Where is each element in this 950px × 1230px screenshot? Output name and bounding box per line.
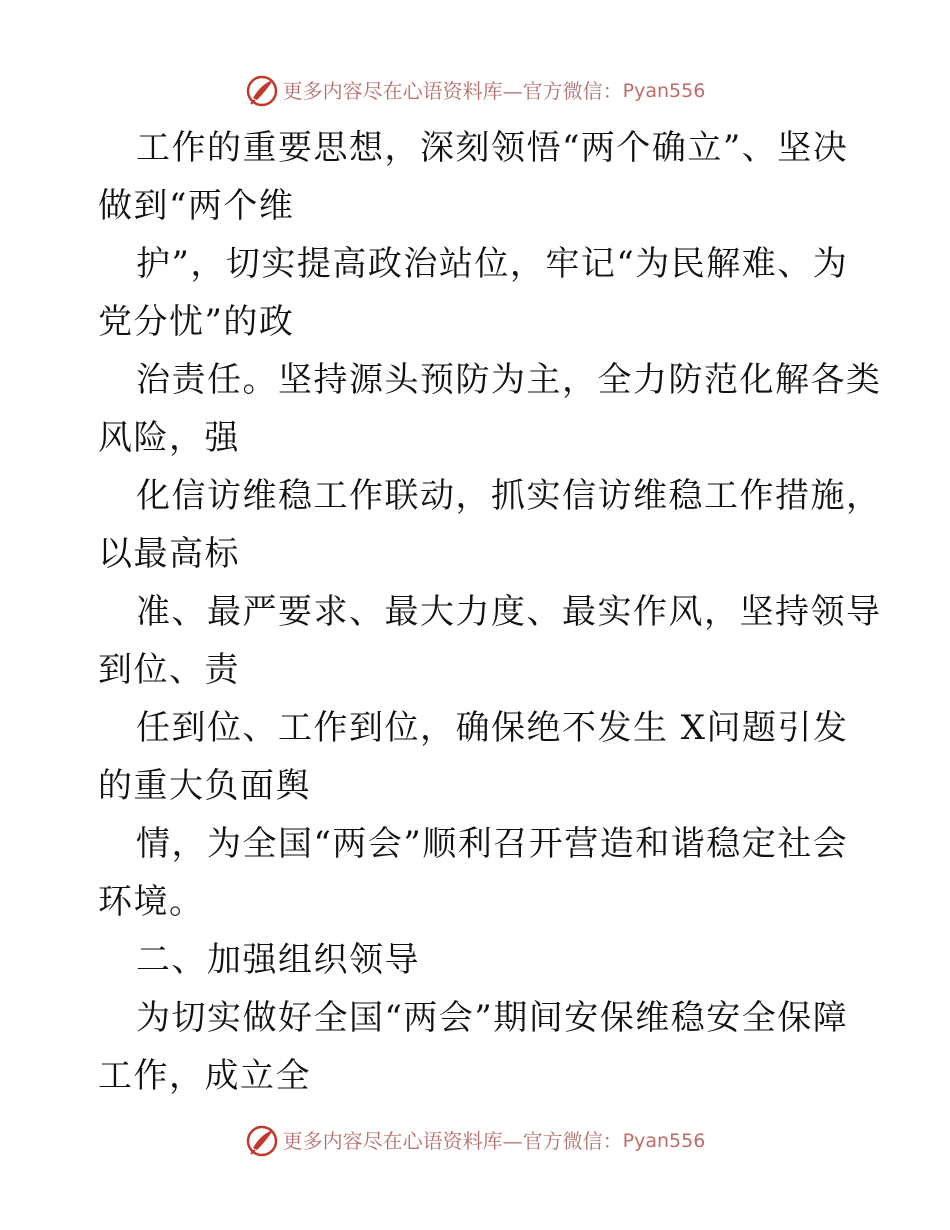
text-line: 任到位、工作到位，确保绝不发生 X问题引发: [136, 708, 849, 748]
watermark-tail-text: 官方微信：: [522, 79, 623, 103]
watermark-dash: —: [502, 1129, 523, 1153]
header-watermark: [0, 74, 950, 108]
footer-watermark: [0, 1124, 950, 1158]
watermark-tail-text: 官方微信：: [522, 1129, 623, 1153]
watermark-dash: —: [502, 79, 523, 103]
text-line: 工作的重要思想，深刻领悟“两个确立”、坚决: [136, 128, 849, 168]
watermark-main-text: 更多内容尽在心语资料库: [282, 1129, 503, 1153]
text-line: 化信访维稳工作联动，抓实信访维稳工作措施，: [136, 476, 882, 516]
text-line: 党分忧”的政: [98, 302, 295, 342]
text-line: 的重大负面舆: [98, 766, 311, 806]
text-line: 环境。: [98, 882, 205, 922]
text-line: 治责任。坚持源头预防为主，全力防范化解各类: [136, 360, 882, 400]
text-line: 做到“两个维: [98, 186, 295, 226]
text-line: 工作，成立全: [98, 1056, 311, 1096]
document-body: [98, 119, 882, 1105]
watermark-id: Pyan556: [622, 1130, 706, 1152]
watermark-id: Pyan556: [622, 80, 706, 102]
text-line: 到位、责: [98, 650, 240, 690]
quill-logo-icon: [245, 1124, 279, 1158]
text-line: 情，为全国“两会”顺利召开营造和谐稳定社会: [136, 824, 849, 864]
quill-logo-icon: [245, 74, 279, 108]
text-line: 风险，强: [98, 418, 240, 458]
text-line: 以最高标: [98, 534, 240, 574]
text-line: 准、最严要求、最大力度、最实作风，坚持领导: [136, 592, 882, 632]
text-line: 护”，切实提高政治站位，牢记“为民解难、为: [136, 244, 849, 284]
text-line: 为切实做好全国“两会”期间安保维稳安全保障: [136, 998, 849, 1038]
section-heading: 二、加强组织领导: [136, 940, 420, 980]
watermark-main-text: 更多内容尽在心语资料库: [282, 79, 503, 103]
